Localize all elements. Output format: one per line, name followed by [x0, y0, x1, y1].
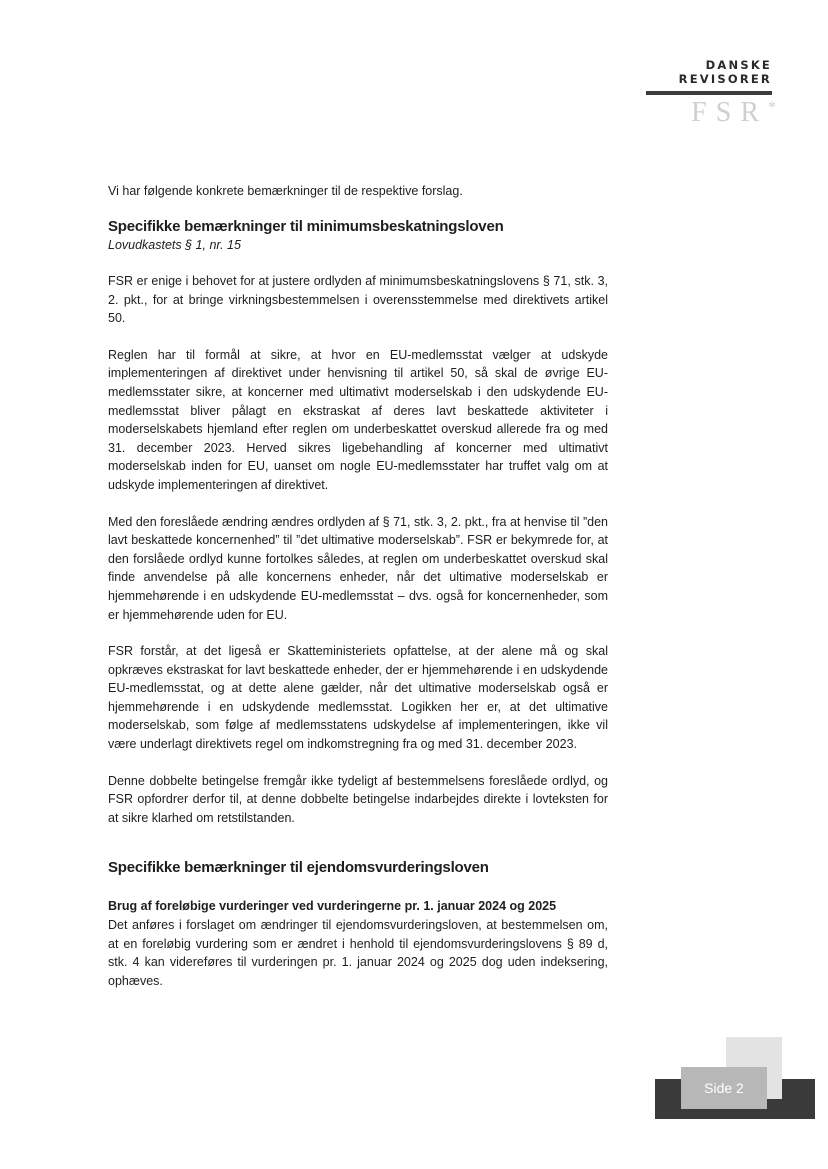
logo-star: * — [768, 99, 776, 116]
paragraph: Denne dobbelte betingelse fremgår ikke tydeligt af bestemmelsens foreslåede ordlyd, og FSR opfordrer derfor til, at denne dobbelte betingelse indarbejdes direkte i lovteksten for at sikre klarhed om retstilstanden. — [108, 773, 608, 825]
paragraph: FSR er enige i behovet for at justere ordlyden af minimumsbeskatningslovens § 71, stk. 3, 2. pkt., for at bringe virkningsbestemmelsen i overensstemmelse med direktivets artikel 50. — [108, 274, 608, 326]
section-subheading: Lovudkastets § 1, nr. 15 — [108, 238, 241, 252]
logo-fsr-text: FSR — [691, 97, 768, 128]
danske-revisorer-logo — [642, 58, 776, 128]
section-minimumsbeskatning — [108, 217, 608, 827]
logo-fsr-mark — [642, 95, 776, 126]
intro-text: Vi har følgende konkrete bemærkninger til de respektive forslag. — [108, 184, 463, 198]
section-subheading: Brug af foreløbige vurderinger ved vurderingerne pr. 1. januar 2024 og 2025 — [108, 899, 557, 914]
document-body — [108, 180, 608, 990]
logo-text-danske: DANSKE — [705, 58, 772, 72]
page-number-label: Side 2 — [681, 1067, 767, 1109]
paragraph: Med den foreslåede ændring ændres ordlyden af § 71, stk. 3, 2. pkt., fra at henvise til ”den lavt beskattede koncernenhed” til ”det ultimative moderselskab”. FSR er bekymrede for, at den forslåede ordlyd kunne fortolkes således, at reglen om underbeskattet overskud skal finde anvendelse på alle koncernens enheder, når det ultimative moderselskab er hjemmehørende i en udskydende EU-medlemsstat – dvs. også for koncernenheder, som er hjemmehørende uden for EU. — [108, 514, 608, 622]
section-heading: Specifikke bemærkninger til minimumsbeskatningsloven — [108, 218, 504, 235]
logo-text-revisorer: REVISORER — [678, 72, 772, 86]
paragraph: FSR forstår, at det ligeså er Skatteministeriets opfattelse, at der alene må og skal opkræves ekstraskat for lavt beskattede enheder, der er hjemmehørende i en udskydende EU-medlemsstat, og at dette alene gælder, når det ultimative moderselskab også er hjemmehørende i en udskydende medlemsstat. Logikken her er, at det ultimative moderselskab, som følge af medlemsstatens udskydelse af implementeringen, ikke vil være underlagt direktivets regel om indkomstregning fra og med 31. december 2023. — [108, 644, 608, 752]
section-ejendomsvurdering — [108, 858, 608, 990]
paragraph: Reglen har til formål at sikre, at hvor en EU-medlemsstat vælger at udskyde implementeringen af direktivet under henvisning til artikel 50, så skal de øvrige EU-medlemsstater sikre, at koncerner med ultimativt moderselskab i den udskydende EU-medlemsstat bliver pålagt en ekstraskat af deres lavt beskattede aktiviteter i moderselskabets hjemland efter reglen om underbeskattet overskud allerede fra og med 31. december 2023. Herved sikres ligebehandling af koncerner med ultimativt moderselskab inden for EU, uanset om nogle EU-medlemsstater har truffet valg om at udskyde implementeringen af direktivet. — [108, 347, 608, 492]
paragraph: Det anføres i forslaget om ændringer til ejendomsvurderingsloven, at bestemmelsen om, at en foreløbig vurdering som er ændret i henhold til ejendomsvurderingslovens § 89 d, stk. 4 kan videreføres til vurderingen pr. 1. januar 2024 og 2025 dog uden indeksering, ophæves. — [108, 918, 608, 988]
section-heading: Specifikke bemærkninger til ejendomsvurderingsloven — [108, 859, 489, 877]
